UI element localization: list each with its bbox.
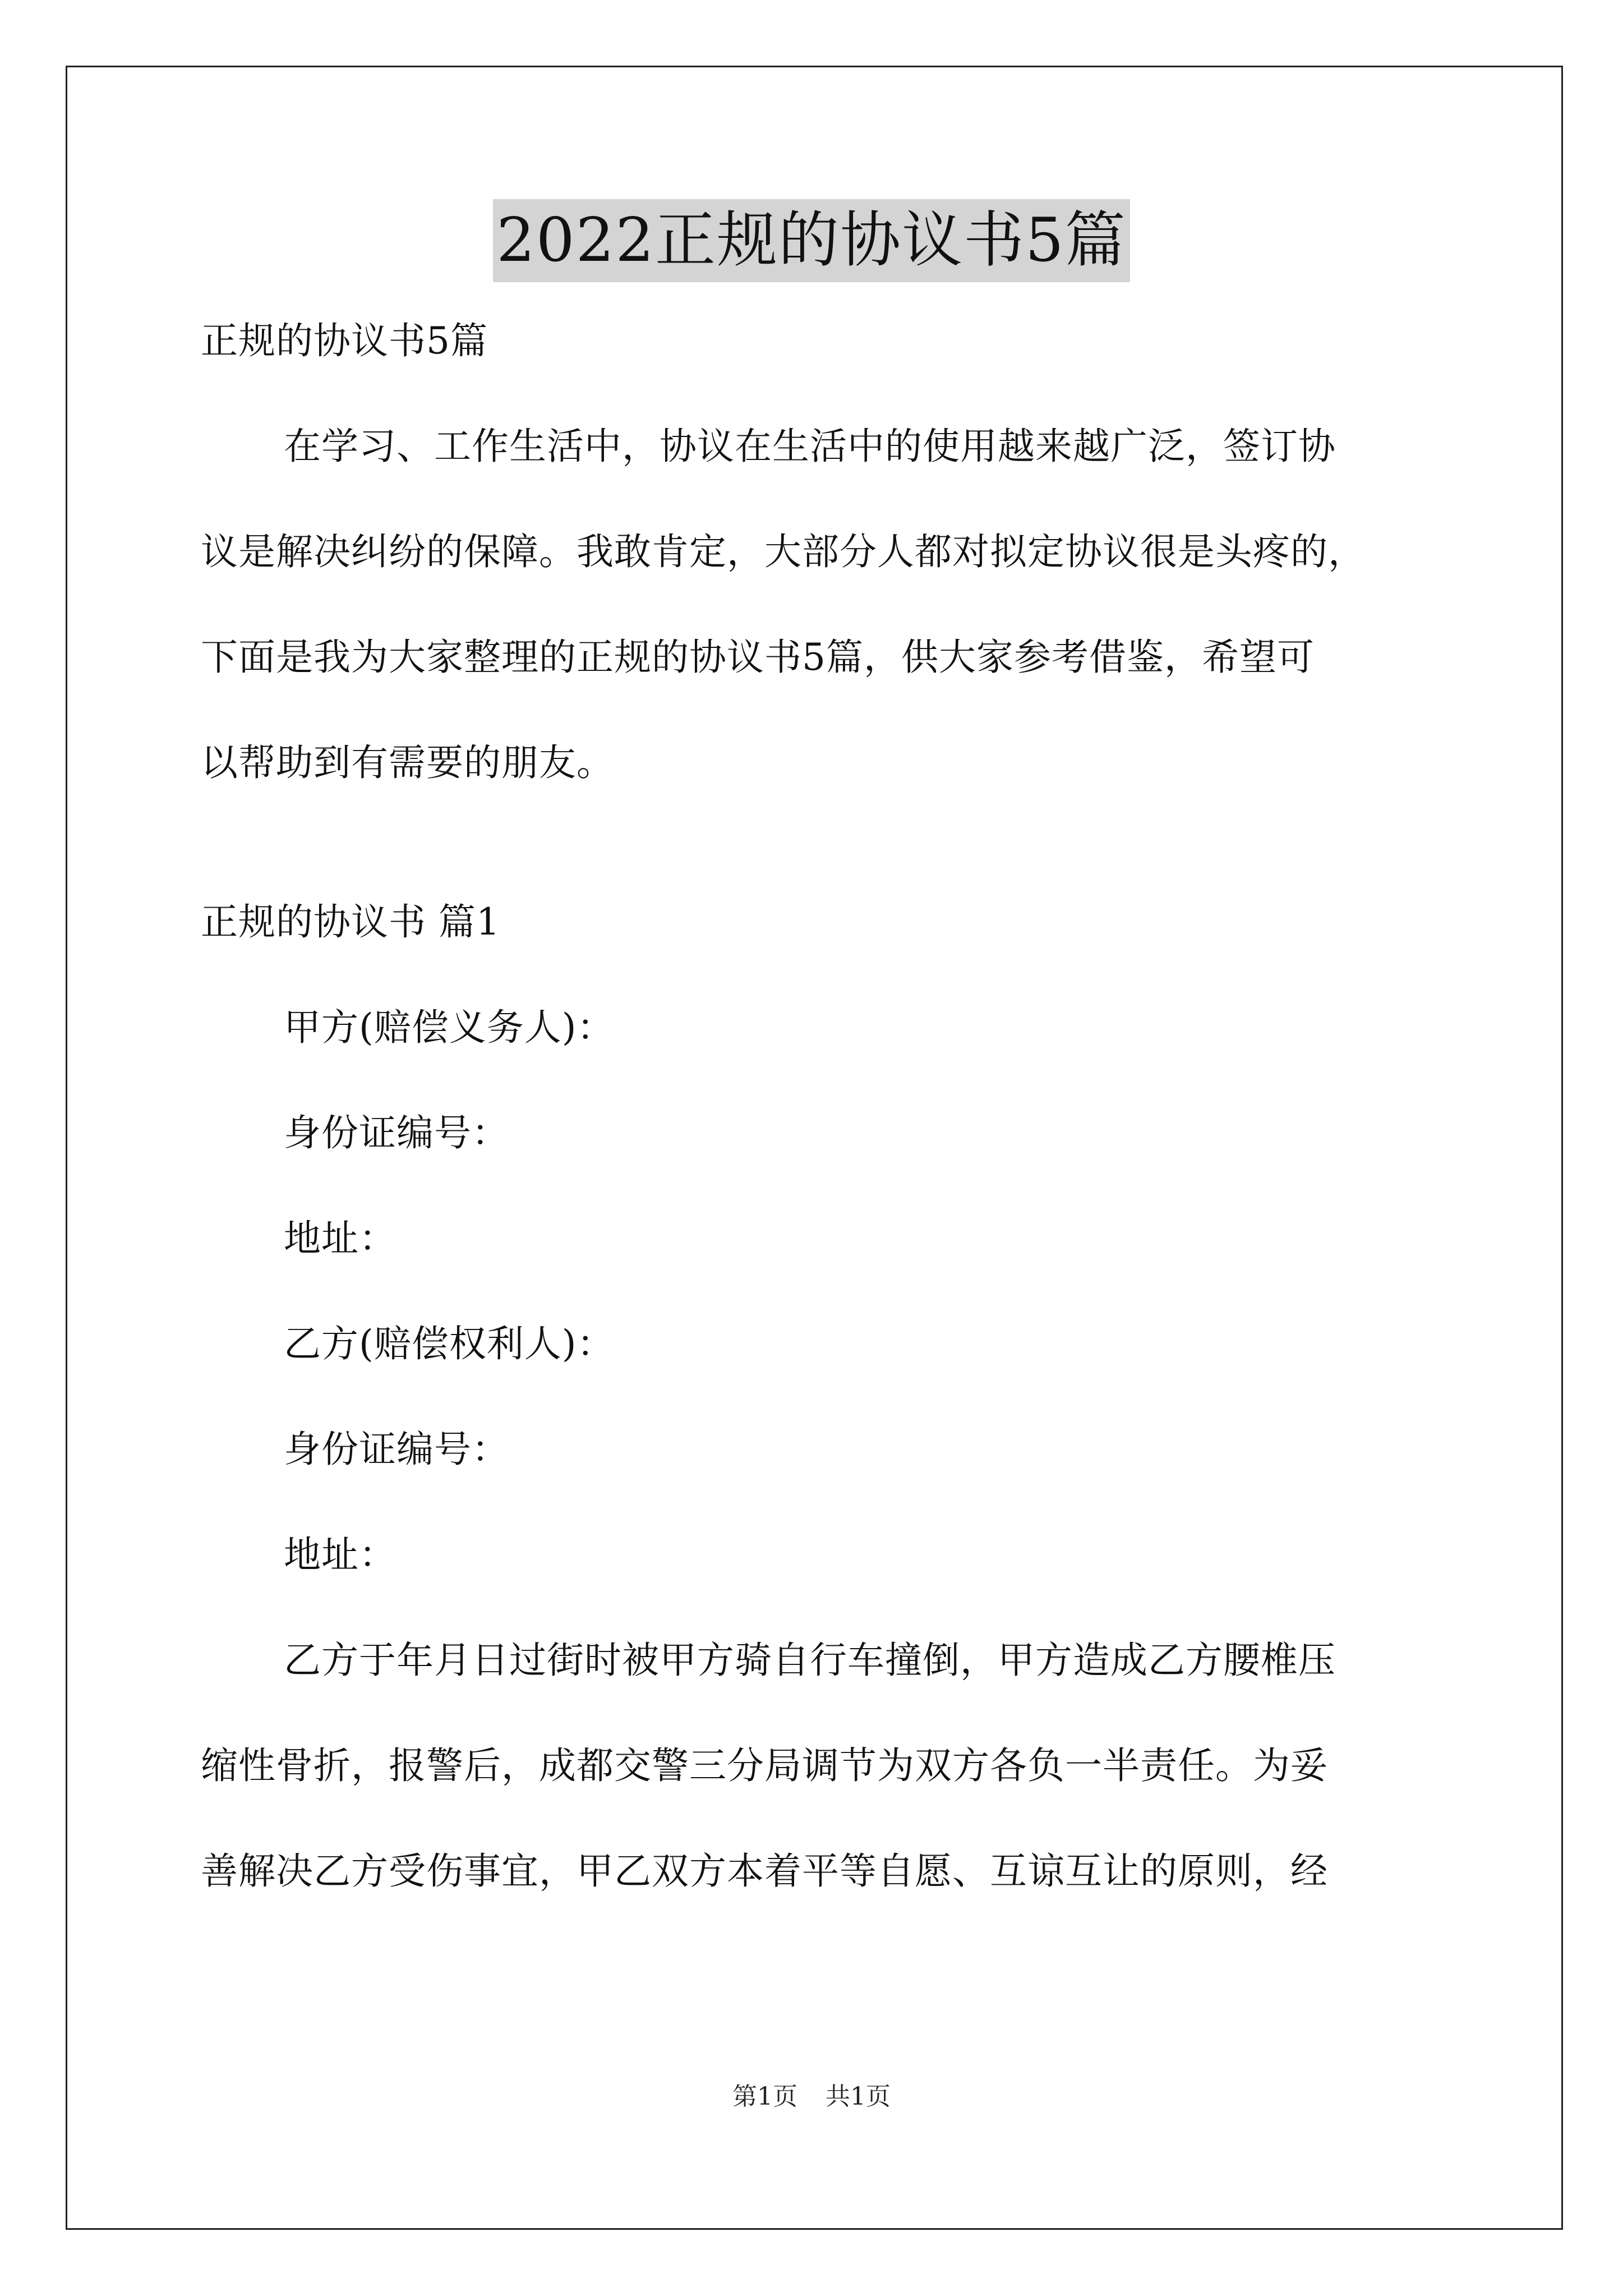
intro-line: 在学习、工作生活中，协议在生活中的使用越来越广泛，签订协	[284, 425, 1336, 468]
intro-line: 以帮助到有需要的朋友。	[201, 741, 614, 784]
section-spacer	[201, 841, 1435, 895]
body-line: 善解决乙方受伤事宜，甲乙双方本着平等自愿、互谅互让的原则，经	[201, 1849, 1328, 1893]
party-a-label: 甲方(赔偿义务人)：	[284, 1006, 615, 1049]
document-title: 2022正规的协议书5篇	[493, 199, 1130, 282]
section-heading: 正规的协议书 篇1	[201, 900, 500, 944]
party-b-id-label: 身份证编号：	[284, 1428, 509, 1471]
party-b-label: 乙方(赔偿权利人)：	[284, 1322, 615, 1365]
intro-paragraph	[201, 420, 1435, 790]
party-a-address-label: 地址：	[284, 1217, 396, 1260]
body-paragraph	[201, 1634, 1435, 1898]
title-container	[0, 199, 1623, 282]
body-line: 缩性骨折，报警后，成都交警三分局调节为双方各负一半责任。为妥	[201, 1744, 1328, 1787]
page-footer	[0, 2081, 1623, 2113]
intro-line: 下面是我为大家整理的正规的协议书5篇，供大家参考借鉴，希望可	[201, 636, 1315, 679]
document-body	[201, 314, 1435, 1950]
body-line: 乙方于年月日过街时被甲方骑自行车撞倒，甲方造成乙方腰椎压	[284, 1639, 1336, 1682]
intro-heading: 正规的协议书5篇	[201, 319, 488, 362]
page-total: 共1页	[826, 2082, 891, 2111]
party-a-id-label: 身份证编号：	[284, 1111, 509, 1154]
party-b-address-label: 地址：	[284, 1533, 396, 1576]
page-number: 第1页	[732, 2082, 797, 2111]
intro-line: 议是解决纠纷的保障。我敢肯定，大部分人都对拟定协议很是头疼的，	[201, 530, 1366, 573]
